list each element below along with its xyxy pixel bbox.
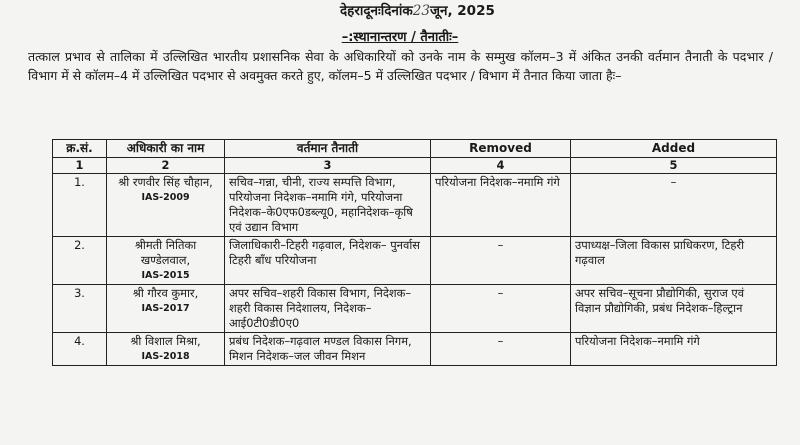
serial-number: 1. [53,174,107,237]
handwritten-date: 23 [412,3,430,19]
col-header-added: Added [571,140,777,158]
col-number: 5 [571,158,777,174]
col-header-current-posting: वर्तमान तैनाती [225,140,431,158]
col-number: 4 [431,158,571,174]
header-row [53,140,777,158]
officer-batch: IAS-2018 [141,351,190,362]
removed-posting: परियोजना निदेशक–नमामि गंगे [431,174,571,237]
current-posting: जिलाधिकारी–टिहरी गढ़वाल, निदेशक– पुनर्वास टिहरी बाँध परियोजना [225,237,431,285]
removed-posting: – [431,285,571,333]
officer-name: श्री गौरव कुमार, [132,286,199,300]
officer-name: श्रीमती नितिका खण्डेलवाल, [134,238,197,267]
date-prefix: देहरादूनःदिनांक [340,3,413,19]
officer-name: श्री रणवीर सिंह चौहान, [118,175,213,189]
officer-name: श्री विशाल मिश्रा, [130,334,201,348]
officer-cell [107,285,225,333]
intro-paragraph: तत्काल प्रभाव से तालिका में उल्लिखित भारतीय प्रशासनिक सेवा के अधिकारियों को उनके नाम के सम्मुख कॉलम–3 में अंकित उनकी वर्तमान तैनाती के पदभार / विभाग में से कॉलम–4 में उल्लिखित पदभार से अवमुक्त करते हुए, कॉलम–5 में उल्लिखित पदभार / विभाग में तैनात किया जाता हैः– [28,49,773,83]
column-number-row [53,158,777,174]
added-posting: उपाध्यक्ष–जिला विकास प्राधिकरण, टिहरी गढ़वाल [571,237,777,285]
serial-number: 3. [53,285,107,333]
table-row [53,333,777,366]
col-header-removed: Removed [431,140,571,158]
table-row [53,237,777,285]
removed-posting: – [431,237,571,285]
col-number: 1 [53,158,107,174]
current-posting: सचिव–गन्ना, चीनी, राज्य सम्पत्ति विभाग, परियोजना निदेशक–नमामि गंगे, परियोजना निदेशक–के0एफ0डब्ल्यू0, महानिदेशक–कृषि एवं उद्यान विभाग [225,174,431,237]
officer-batch: IAS-2017 [141,303,190,314]
officer-cell [107,174,225,237]
transfer-table [52,139,777,366]
date-line [340,1,495,19]
added-posting: – [571,174,777,237]
col-header-sn: क्र.सं. [53,140,107,158]
current-posting: अपर सचिव–शहरी विकास विभाग, निदेशक–शहरी विकास निदेशालय, निदेशक–आई0टी0डी0ए0 [225,285,431,333]
date-suffix: जून, 2025 [429,3,495,19]
officer-batch: IAS-2009 [141,192,190,203]
current-posting: प्रबंध निदेशक–गढ़वाल मण्डल विकास निगम, मिशन निदेशक–जल जीवन मिशन [225,333,431,366]
added-posting: अपर सचिव–सूचना प्रौद्योगिकी, सुराज एवं विज्ञान प्रौद्योगिकी, प्रबंध निदेशक–हिल्ट्रान [571,285,777,333]
table-row [53,174,777,237]
officer-batch: IAS-2015 [141,270,190,281]
serial-number: 2. [53,237,107,285]
col-number: 3 [225,158,431,174]
table-row [53,285,777,333]
removed-posting: – [431,333,571,366]
subject-heading: –:स्थानान्तरण / तैनातीः– [341,30,459,45]
officer-cell [107,237,225,285]
added-posting: परियोजना निदेशक–नमामि गंगे [571,333,777,366]
officer-cell [107,333,225,366]
col-number: 2 [107,158,225,174]
serial-number: 4. [53,333,107,366]
col-header-officer-name: अधिकारी का नाम [107,140,225,158]
